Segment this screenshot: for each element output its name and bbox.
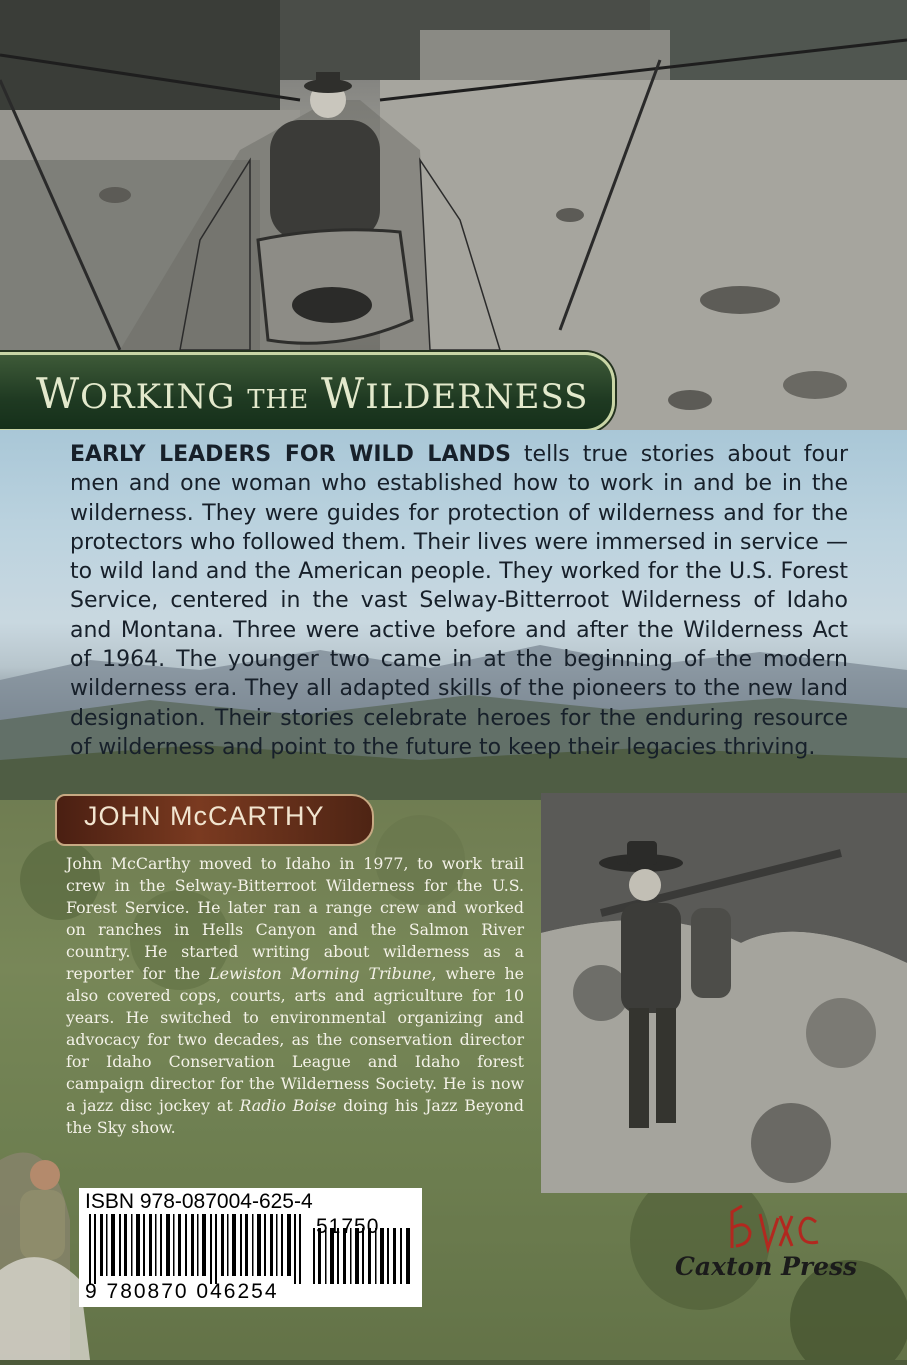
bio-text: doing his Jazz Beyond the Sky show. xyxy=(66,1096,524,1137)
author-name: JOHN McCARTHY xyxy=(84,801,325,831)
bio-publication: Lewiston Morning Tribune xyxy=(209,964,432,983)
series-title: WORKING THE WILDERNESS xyxy=(36,369,589,418)
author-photo xyxy=(541,793,907,1193)
book-description-body: tells true stories about four men and one woman who established how to work in and be in the wilderness. They were guides for protection of wilderness and for the protectors who followed them. Their lives were immersed in service — to wild land and the American people. They worked for the U.S. Forest Service, centered in the vast Selway-Bitterroot Wilderness of Idaho and Montana. Three were active before and after the Wilderness Act of 1964. The younger two came in at the beginning of the modern wilderness era. They all adapted skills of the pioneers to the new land designation. Their stories celebrate heroes for the enduring resource of wilderness and point to the future to keep their legacies thriving. xyxy=(70,442,848,760)
book-title-lead: EARLY LEADERS FOR WILD LANDS xyxy=(70,442,511,467)
price-code: 51750 xyxy=(316,1215,380,1238)
bio-station: Radio Boise xyxy=(239,1096,337,1115)
isbn-label: ISBN 978-087004-625-4 xyxy=(85,1190,313,1213)
book-description xyxy=(70,440,848,762)
bio-text: John McCarthy moved to Idaho in 1977, to work trail crew in the Selway-Bitterroot Wilderness for the U.S. Forest Service. He later ran a range crew and worked on ranches in Hells Canyon and the Salmon River country. He started writing about wilderness as a reporter for the xyxy=(66,854,524,983)
barcode-digits: 9 780870 046254 xyxy=(85,1280,279,1303)
publisher-name: Caxton Press xyxy=(675,1252,858,1281)
author-bio xyxy=(66,853,524,1139)
publisher-logo-icon xyxy=(720,1198,830,1258)
bio-text: , where he also covered cops, courts, arts and agriculture for 10 years. He switched to environmental organizing and advocacy for two decades, as the conservation director for Idaho Conservation League and Idaho forest campaign director for the Wilderness Society. He is now a jazz disc jockey at xyxy=(66,964,524,1115)
hiker-photo-illustration xyxy=(541,793,907,1193)
